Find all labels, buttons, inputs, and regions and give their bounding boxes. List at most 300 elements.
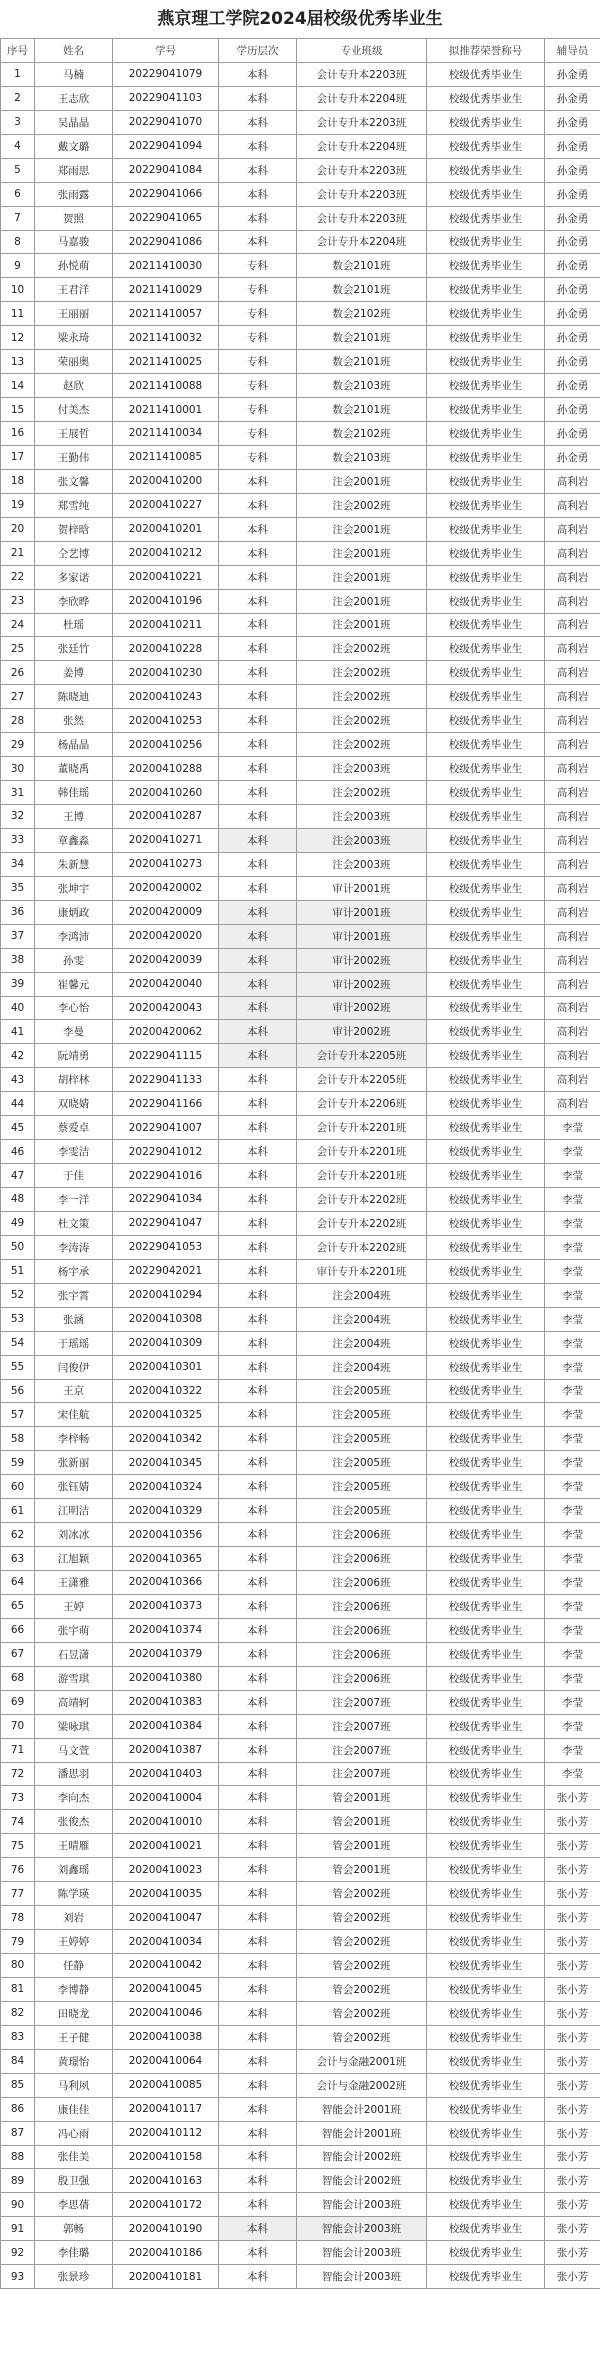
table-row — [1, 110, 600, 134]
cell-honor-title: 校级优秀毕业生 — [427, 158, 545, 182]
cell-name: 王京 — [35, 1379, 113, 1403]
cell-name: 石昱潇 — [35, 1642, 113, 1666]
cell-name: 赵欣 — [35, 374, 113, 398]
cell-index: 48 — [1, 1188, 35, 1212]
cell-index: 36 — [1, 900, 35, 924]
table-row — [1, 2073, 600, 2097]
cell-major-class: 会计专升本2202班 — [297, 1211, 427, 1235]
cell-student-id: 20200420009 — [113, 900, 219, 924]
table-row — [1, 924, 600, 948]
cell-name: 李欣晔 — [35, 589, 113, 613]
cell-counselor: 李莹 — [545, 1116, 600, 1140]
table-row — [1, 2121, 600, 2145]
cell-counselor: 张小芳 — [545, 1977, 600, 2001]
cell-student-id: 20200410366 — [113, 1571, 219, 1595]
cell-education-level: 本科 — [219, 661, 297, 685]
cell-education-level: 专科 — [219, 445, 297, 469]
cell-major-class: 管会2002班 — [297, 2001, 427, 2025]
cell-honor-title: 校级优秀毕业生 — [427, 948, 545, 972]
cell-counselor: 李莹 — [545, 1690, 600, 1714]
cell-student-id: 20229041007 — [113, 1116, 219, 1140]
cell-student-id: 20200410212 — [113, 541, 219, 565]
cell-student-id: 20200410324 — [113, 1475, 219, 1499]
cell-index: 57 — [1, 1403, 35, 1427]
cell-name: 江旭颖 — [35, 1547, 113, 1571]
table-row — [1, 326, 600, 350]
cell-education-level: 本科 — [219, 2217, 297, 2241]
cell-honor-title: 校级优秀毕业生 — [427, 565, 545, 589]
table-row — [1, 1403, 600, 1427]
cell-honor-title: 校级优秀毕业生 — [427, 2121, 545, 2145]
cell-counselor: 李莹 — [545, 1451, 600, 1475]
cell-student-id: 20200410325 — [113, 1403, 219, 1427]
cell-index: 92 — [1, 2241, 35, 2265]
cell-honor-title: 校级优秀毕业生 — [427, 134, 545, 158]
table-row — [1, 1714, 600, 1738]
cell-honor-title: 校级优秀毕业生 — [427, 86, 545, 110]
cell-counselor: 高利岩 — [545, 661, 600, 685]
cell-name: 张宇霄 — [35, 1283, 113, 1307]
table-row — [1, 1020, 600, 1044]
cell-education-level: 本科 — [219, 1930, 297, 1954]
cell-major-class: 注会2001班 — [297, 469, 427, 493]
cell-honor-title: 校级优秀毕业生 — [427, 781, 545, 805]
cell-counselor: 张小芳 — [545, 1786, 600, 1810]
table-row — [1, 876, 600, 900]
cell-student-id: 20200410380 — [113, 1666, 219, 1690]
cell-index: 22 — [1, 565, 35, 589]
cell-honor-title: 校级优秀毕业生 — [427, 1834, 545, 1858]
cell-name: 仝艺博 — [35, 541, 113, 565]
cell-student-id: 20200410373 — [113, 1594, 219, 1618]
cell-name: 马利夙 — [35, 2073, 113, 2097]
table-row — [1, 1499, 600, 1523]
cell-index: 86 — [1, 2097, 35, 2121]
cell-name: 张廷竹 — [35, 637, 113, 661]
cell-honor-title: 校级优秀毕业生 — [427, 828, 545, 852]
cell-education-level: 本科 — [219, 230, 297, 254]
cell-student-id: 20200410253 — [113, 709, 219, 733]
cell-major-class: 智能会计2003班 — [297, 2265, 427, 2289]
cell-name: 张然 — [35, 709, 113, 733]
cell-name: 李思蒨 — [35, 2193, 113, 2217]
cell-student-id: 20200410329 — [113, 1499, 219, 1523]
cell-honor-title: 校级优秀毕业生 — [427, 1858, 545, 1882]
cell-counselor: 孙金勇 — [545, 445, 600, 469]
cell-major-class: 注会2001班 — [297, 565, 427, 589]
cell-name: 李佳璐 — [35, 2241, 113, 2265]
cell-major-class: 注会2006班 — [297, 1547, 427, 1571]
cell-counselor: 高利岩 — [545, 1092, 600, 1116]
cell-counselor: 孙金勇 — [545, 182, 600, 206]
cell-major-class: 注会2002班 — [297, 781, 427, 805]
cell-education-level: 本科 — [219, 1858, 297, 1882]
cell-counselor: 高利岩 — [545, 924, 600, 948]
cell-counselor: 张小芳 — [545, 2169, 600, 2193]
cell-name: 王晴雁 — [35, 1834, 113, 1858]
cell-counselor: 孙金勇 — [545, 62, 600, 86]
cell-education-level: 本科 — [219, 924, 297, 948]
cell-major-class: 会计专升本2201班 — [297, 1116, 427, 1140]
cell-counselor: 张小芳 — [545, 2097, 600, 2121]
cell-major-class: 注会2003班 — [297, 805, 427, 829]
cell-honor-title: 校级优秀毕业生 — [427, 2145, 545, 2169]
table-row — [1, 2001, 600, 2025]
cell-index: 64 — [1, 1571, 35, 1595]
cell-major-class: 注会2002班 — [297, 493, 427, 517]
cell-index: 82 — [1, 2001, 35, 2025]
cell-education-level: 本科 — [219, 1786, 297, 1810]
table-row — [1, 469, 600, 493]
cell-counselor: 高利岩 — [545, 828, 600, 852]
cell-education-level: 本科 — [219, 1594, 297, 1618]
cell-education-level: 本科 — [219, 709, 297, 733]
cell-major-class: 注会2002班 — [297, 733, 427, 757]
cell-counselor: 孙金勇 — [545, 350, 600, 374]
cell-index: 76 — [1, 1858, 35, 1882]
cell-index: 60 — [1, 1475, 35, 1499]
cell-education-level: 本科 — [219, 1116, 297, 1140]
table-row — [1, 134, 600, 158]
cell-name: 黄璟怡 — [35, 2049, 113, 2073]
cell-index: 78 — [1, 1906, 35, 1930]
cell-index: 56 — [1, 1379, 35, 1403]
cell-counselor: 张小芳 — [545, 1834, 600, 1858]
cell-honor-title: 校级优秀毕业生 — [427, 1068, 545, 1092]
cell-honor-title: 校级优秀毕业生 — [427, 1259, 545, 1283]
cell-major-class: 审计2001班 — [297, 900, 427, 924]
cell-student-id: 20200410047 — [113, 1906, 219, 1930]
table-row — [1, 1331, 600, 1355]
table-row — [1, 445, 600, 469]
table-row — [1, 302, 600, 326]
cell-index: 25 — [1, 637, 35, 661]
cell-name: 王志欣 — [35, 86, 113, 110]
cell-honor-title: 校级优秀毕业生 — [427, 733, 545, 757]
cell-education-level: 本科 — [219, 637, 297, 661]
cell-education-level: 专科 — [219, 422, 297, 446]
cell-major-class: 数会2101班 — [297, 398, 427, 422]
cell-honor-title: 校级优秀毕业生 — [427, 1882, 545, 1906]
cell-student-id: 20200410294 — [113, 1283, 219, 1307]
cell-student-id: 20200410287 — [113, 805, 219, 829]
cell-education-level: 本科 — [219, 517, 297, 541]
cell-name: 李雯洁 — [35, 1140, 113, 1164]
cell-student-id: 20200420020 — [113, 924, 219, 948]
cell-education-level: 本科 — [219, 996, 297, 1020]
cell-education-level: 本科 — [219, 1547, 297, 1571]
cell-major-class: 注会2002班 — [297, 685, 427, 709]
cell-student-id: 20200410158 — [113, 2145, 219, 2169]
cell-honor-title: 校级优秀毕业生 — [427, 876, 545, 900]
table-row — [1, 1594, 600, 1618]
cell-index: 58 — [1, 1427, 35, 1451]
cell-honor-title: 校级优秀毕业生 — [427, 493, 545, 517]
cell-index: 15 — [1, 398, 35, 422]
cell-name: 刘冰冰 — [35, 1523, 113, 1547]
cell-education-level: 本科 — [219, 1977, 297, 2001]
table-row — [1, 2145, 600, 2169]
table-row — [1, 398, 600, 422]
cell-honor-title: 校级优秀毕业生 — [427, 1379, 545, 1403]
honor-roster-table — [0, 38, 600, 2289]
cell-name: 朱新慧 — [35, 852, 113, 876]
cell-name: 双晓婧 — [35, 1092, 113, 1116]
cell-honor-title: 校级优秀毕业生 — [427, 445, 545, 469]
cell-index: 70 — [1, 1714, 35, 1738]
cell-honor-title: 校级优秀毕业生 — [427, 1499, 545, 1523]
cell-index: 3 — [1, 110, 35, 134]
cell-honor-title: 校级优秀毕业生 — [427, 1211, 545, 1235]
cell-student-id: 20211410001 — [113, 398, 219, 422]
cell-name: 孙悦萌 — [35, 254, 113, 278]
table-row — [1, 1164, 600, 1188]
cell-student-id: 20200410045 — [113, 1977, 219, 2001]
cell-index: 8 — [1, 230, 35, 254]
cell-name: 张钰婧 — [35, 1475, 113, 1499]
cell-honor-title: 校级优秀毕业生 — [427, 2241, 545, 2265]
cell-counselor: 张小芳 — [545, 1954, 600, 1978]
table-row — [1, 1690, 600, 1714]
cell-name: 陈晓迪 — [35, 685, 113, 709]
cell-education-level: 本科 — [219, 206, 297, 230]
cell-honor-title: 校级优秀毕业生 — [427, 206, 545, 230]
cell-major-class: 会计专升本2203班 — [297, 182, 427, 206]
cell-name: 李曼 — [35, 1020, 113, 1044]
cell-name: 王婷 — [35, 1594, 113, 1618]
cell-honor-title: 校级优秀毕业生 — [427, 637, 545, 661]
cell-index: 43 — [1, 1068, 35, 1092]
table-row — [1, 2193, 600, 2217]
cell-name: 高靖轲 — [35, 1690, 113, 1714]
cell-index: 37 — [1, 924, 35, 948]
cell-major-class: 会计专升本2205班 — [297, 1068, 427, 1092]
cell-counselor: 高利岩 — [545, 517, 600, 541]
cell-name: 阮靖勇 — [35, 1044, 113, 1068]
table-row — [1, 1307, 600, 1331]
cell-student-id: 20200410342 — [113, 1427, 219, 1451]
cell-name: 张佳美 — [35, 2145, 113, 2169]
table-row — [1, 1954, 600, 1978]
cell-counselor: 李莹 — [545, 1331, 600, 1355]
cell-major-class: 智能会计2003班 — [297, 2217, 427, 2241]
table-row — [1, 2097, 600, 2121]
cell-honor-title: 校级优秀毕业生 — [427, 1930, 545, 1954]
cell-name: 贺照 — [35, 206, 113, 230]
cell-student-id: 20200410365 — [113, 1547, 219, 1571]
cell-counselor: 高利岩 — [545, 493, 600, 517]
cell-name: 郑雨思 — [35, 158, 113, 182]
cell-education-level: 本科 — [219, 86, 297, 110]
cell-major-class: 管会2002班 — [297, 1977, 427, 2001]
cell-counselor: 孙金勇 — [545, 230, 600, 254]
cell-education-level: 本科 — [219, 1211, 297, 1235]
cell-major-class: 管会2002班 — [297, 1954, 427, 1978]
cell-honor-title: 校级优秀毕业生 — [427, 972, 545, 996]
cell-student-id: 20211410032 — [113, 326, 219, 350]
cell-education-level: 本科 — [219, 781, 297, 805]
table-row — [1, 685, 600, 709]
cell-counselor: 李莹 — [545, 1547, 600, 1571]
cell-name: 张涵 — [35, 1307, 113, 1331]
cell-name: 马嘉骏 — [35, 230, 113, 254]
cell-index: 53 — [1, 1307, 35, 1331]
cell-education-level: 本科 — [219, 469, 297, 493]
cell-index: 32 — [1, 805, 35, 829]
cell-honor-title: 校级优秀毕业生 — [427, 757, 545, 781]
cell-name: 李梓畅 — [35, 1427, 113, 1451]
cell-major-class: 注会2002班 — [297, 709, 427, 733]
table-row — [1, 541, 600, 565]
table-row — [1, 565, 600, 589]
cell-name: 梁咏琪 — [35, 1714, 113, 1738]
cell-honor-title: 校级优秀毕业生 — [427, 1403, 545, 1427]
cell-major-class: 会计专升本2202班 — [297, 1235, 427, 1259]
cell-index: 14 — [1, 374, 35, 398]
cell-student-id: 20200420039 — [113, 948, 219, 972]
cell-index: 39 — [1, 972, 35, 996]
cell-index: 87 — [1, 2121, 35, 2145]
cell-name: 江明洁 — [35, 1499, 113, 1523]
cell-education-level: 专科 — [219, 398, 297, 422]
cell-counselor: 张小芳 — [545, 2073, 600, 2097]
cell-education-level: 本科 — [219, 1762, 297, 1786]
cell-student-id: 20200410117 — [113, 2097, 219, 2121]
cell-education-level: 本科 — [219, 1140, 297, 1164]
cell-education-level: 本科 — [219, 828, 297, 852]
cell-counselor: 高利岩 — [545, 757, 600, 781]
table-row — [1, 2169, 600, 2193]
cell-index: 55 — [1, 1355, 35, 1379]
cell-student-id: 20229041079 — [113, 62, 219, 86]
cell-student-id: 20200410085 — [113, 2073, 219, 2097]
cell-honor-title: 校级优秀毕业生 — [427, 1331, 545, 1355]
cell-honor-title: 校级优秀毕业生 — [427, 2193, 545, 2217]
col-header-index: 序号 — [1, 39, 35, 63]
table-row — [1, 828, 600, 852]
cell-major-class: 数会2102班 — [297, 302, 427, 326]
cell-index: 26 — [1, 661, 35, 685]
table-row — [1, 62, 600, 86]
cell-education-level: 本科 — [219, 948, 297, 972]
cell-counselor: 高利岩 — [545, 1068, 600, 1092]
cell-student-id: 20200410211 — [113, 613, 219, 637]
table-row — [1, 158, 600, 182]
cell-education-level: 本科 — [219, 876, 297, 900]
cell-counselor: 张小芳 — [545, 2121, 600, 2145]
cell-name: 陈学瑛 — [35, 1882, 113, 1906]
cell-counselor: 高利岩 — [545, 469, 600, 493]
cell-counselor: 张小芳 — [545, 1810, 600, 1834]
table-row — [1, 1786, 600, 1810]
cell-counselor: 李莹 — [545, 1666, 600, 1690]
cell-counselor: 张小芳 — [545, 2241, 600, 2265]
cell-student-id: 20200410301 — [113, 1355, 219, 1379]
cell-student-id: 20200410387 — [113, 1738, 219, 1762]
cell-counselor: 张小芳 — [545, 1930, 600, 1954]
table-row — [1, 1834, 600, 1858]
cell-major-class: 注会2003班 — [297, 757, 427, 781]
cell-honor-title: 校级优秀毕业生 — [427, 1571, 545, 1595]
cell-index: 80 — [1, 1954, 35, 1978]
cell-major-class: 会计专升本2204班 — [297, 230, 427, 254]
cell-education-level: 本科 — [219, 2169, 297, 2193]
cell-honor-title: 校级优秀毕业生 — [427, 900, 545, 924]
cell-education-level: 本科 — [219, 900, 297, 924]
cell-name: 崔馨元 — [35, 972, 113, 996]
cell-student-id: 20200410201 — [113, 517, 219, 541]
cell-name: 于瑶瑶 — [35, 1331, 113, 1355]
cell-counselor: 孙金勇 — [545, 254, 600, 278]
cell-student-id: 20211410025 — [113, 350, 219, 374]
cell-index: 44 — [1, 1092, 35, 1116]
cell-major-class: 注会2002班 — [297, 661, 427, 685]
cell-education-level: 本科 — [219, 134, 297, 158]
cell-counselor: 孙金勇 — [545, 110, 600, 134]
table-row — [1, 278, 600, 302]
cell-honor-title: 校级优秀毕业生 — [427, 1977, 545, 2001]
cell-student-id: 20200410383 — [113, 1690, 219, 1714]
cell-name: 韩佳瑶 — [35, 781, 113, 805]
cell-student-id: 20211410088 — [113, 374, 219, 398]
table-row — [1, 1068, 600, 1092]
cell-student-id: 20200410271 — [113, 828, 219, 852]
cell-education-level: 本科 — [219, 565, 297, 589]
cell-counselor: 高利岩 — [545, 972, 600, 996]
cell-counselor: 高利岩 — [545, 709, 600, 733]
cell-name: 荣丽奥 — [35, 350, 113, 374]
page-title: 燕京理工学院2024届校级优秀毕业生 — [157, 9, 443, 29]
cell-honor-title: 校级优秀毕业生 — [427, 805, 545, 829]
cell-student-id: 20229041070 — [113, 110, 219, 134]
table-row — [1, 1930, 600, 1954]
cell-name: 梁永琦 — [35, 326, 113, 350]
cell-education-level: 本科 — [219, 1810, 297, 1834]
cell-honor-title: 校级优秀毕业生 — [427, 302, 545, 326]
cell-honor-title: 校级优秀毕业生 — [427, 1666, 545, 1690]
cell-counselor: 李莹 — [545, 1235, 600, 1259]
table-row — [1, 1571, 600, 1595]
cell-honor-title: 校级优秀毕业生 — [427, 1140, 545, 1164]
cell-honor-title: 校级优秀毕业生 — [427, 1427, 545, 1451]
cell-index: 6 — [1, 182, 35, 206]
cell-major-class: 管会2002班 — [297, 1906, 427, 1930]
cell-education-level: 本科 — [219, 1044, 297, 1068]
cell-name: 李鸿沛 — [35, 924, 113, 948]
cell-major-class: 审计2001班 — [297, 876, 427, 900]
cell-counselor: 高利岩 — [545, 781, 600, 805]
cell-honor-title: 校级优秀毕业生 — [427, 709, 545, 733]
cell-counselor: 孙金勇 — [545, 278, 600, 302]
cell-honor-title: 校级优秀毕业生 — [427, 1954, 545, 1978]
cell-education-level: 本科 — [219, 493, 297, 517]
cell-major-class: 注会2001班 — [297, 613, 427, 637]
cell-name: 刘岩 — [35, 1906, 113, 1930]
cell-counselor: 李莹 — [545, 1594, 600, 1618]
table-row — [1, 613, 600, 637]
cell-counselor: 李莹 — [545, 1403, 600, 1427]
cell-student-id: 20211410057 — [113, 302, 219, 326]
cell-index: 23 — [1, 589, 35, 613]
cell-major-class: 智能会计2002班 — [297, 2169, 427, 2193]
table-row — [1, 661, 600, 685]
cell-student-id: 20229041115 — [113, 1044, 219, 1068]
cell-name: 李涛涛 — [35, 1235, 113, 1259]
cell-major-class: 数会2101班 — [297, 278, 427, 302]
cell-index: 10 — [1, 278, 35, 302]
cell-honor-title: 校级优秀毕业生 — [427, 1164, 545, 1188]
table-row — [1, 1547, 600, 1571]
